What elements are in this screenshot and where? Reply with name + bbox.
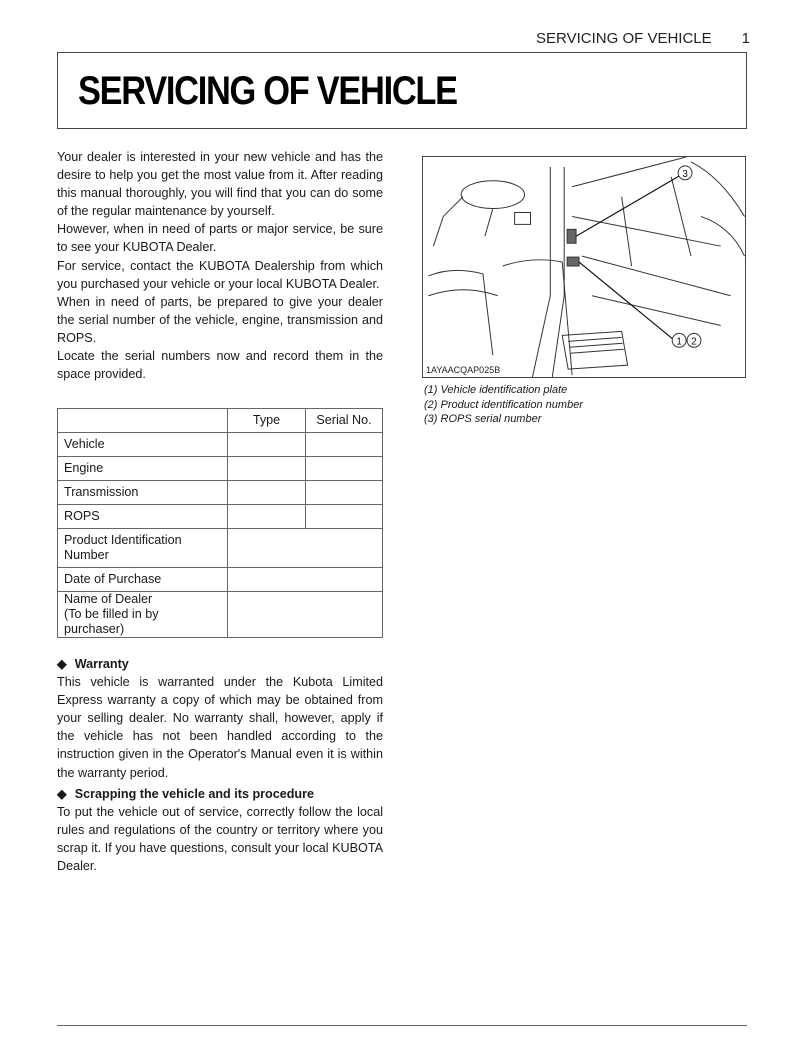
rops-plate-shape [567,229,576,243]
value-cell[interactable] [228,529,383,568]
type-cell[interactable] [228,481,306,505]
steering-wheel-shape [461,181,524,209]
row-label-line: Name of Dealer [64,592,153,606]
callout-label-2: 2 [691,336,697,348]
row-label: Vehicle [58,433,228,457]
caption-item: (3) ROPS serial number [424,413,542,425]
type-cell[interactable] [228,505,306,529]
warranty-heading [57,655,383,673]
running-head [536,30,750,47]
table-row [58,481,383,505]
callout-leader-3 [576,175,681,236]
serial-number-table [57,408,383,638]
type-cell[interactable] [228,433,306,457]
table-row [58,457,383,481]
serial-cell[interactable] [306,481,383,505]
figure-captions [424,383,583,427]
row-label: Date of Purchase [58,568,228,592]
intro-paragraph: Your dealer is interested in your new vehicle and has the desire to help you get the most value from it. After reading this manual thoroughly, you will find that you can do some of the regular maintenance by yourself. [57,150,383,219]
row-label: Engine [58,457,228,481]
warranty-text: This vehicle is warranted under the Kubota Limited Express warranty a copy of which may be obtained from your selling dealer. No warranty shall, however, apply if the vehicle has not been handled according to the instruction given in the Operator's Manual even it is within the warranty period. [57,675,383,780]
row-label [58,592,228,638]
floor-grille-shape [562,331,627,369]
intro-text [57,148,383,383]
scrapping-heading-text: Scrapping the vehicle and its procedure [74,787,315,801]
seat-lines [428,270,497,355]
dash-gauge-shape [515,212,531,224]
table-row [58,568,383,592]
diamond-bullet-icon: ◆ [57,787,67,801]
row-label-line: (To be filled in by purchaser) [64,607,159,636]
callout-label-3: 3 [682,168,688,180]
table-row [58,433,383,457]
header-cell-empty [58,409,228,433]
row-label-line: Number [64,548,109,562]
title-box [57,52,747,129]
page-number: 1 [741,30,750,47]
cargo-bed-lines [572,157,731,325]
header-cell-serial: Serial No. [306,409,383,433]
body-lines [503,260,572,375]
row-label: ROPS [58,505,228,529]
callout-leader-12 [579,262,673,339]
id-plate-shape [567,257,579,266]
intro-paragraph: When in need of parts, be prepared to give your dealer the serial number of the vehicle, engine, transmission and ROPS. [57,294,383,345]
vehicle-illustration [422,156,746,378]
page-title: SERVICING OF VEHICLE [78,69,457,113]
warranty-heading-text: Warranty [74,657,129,671]
serial-cell[interactable] [306,433,383,457]
table-row [58,505,383,529]
intro-paragraph: Locate the serial numbers now and record them in the space provided. [57,349,383,382]
row-label-line: Product Identification [64,533,182,547]
caption-item: (2) Product identification number [424,398,583,411]
serial-cell[interactable] [306,457,383,481]
figure-code: 1AYAACQAP025B [426,365,501,375]
header-cell-type: Type [228,409,306,433]
type-cell[interactable] [228,457,306,481]
table-header-row [58,409,383,433]
table-row [58,592,383,638]
diamond-bullet-icon: ◆ [57,657,67,671]
serial-cell[interactable] [306,505,383,529]
scrapping-text: To put the vehicle out of service, correctly follow the local rules and regulations of the country or territory where you scrap it. If you have questions, consult your local KUBOTA Dealer. [57,805,383,874]
grille-hatching [568,337,623,353]
callout-label-1: 1 [676,336,682,348]
rops-pillar-lines [532,167,564,377]
table-row [58,529,383,568]
scrapping-heading [57,785,383,803]
value-cell[interactable] [228,592,383,638]
scrapping-section [57,785,383,875]
intro-paragraph: For service, contact the KUBOTA Dealership from which you purchased your vehicle or your local KUBOTA Dealer. [57,258,383,291]
running-head-section: SERVICING OF VEHICLE [536,30,712,47]
intro-paragraph: However, when in need of parts or major service, be sure to see your KUBOTA Dealer. [57,222,383,255]
caption-item: (1) Vehicle identification plate [424,384,568,396]
warranty-section [57,655,383,782]
footer-divider [57,1025,747,1026]
row-label [58,529,228,568]
row-label: Transmission [58,481,228,505]
value-cell[interactable] [228,568,383,592]
vehicle-line-drawing [423,157,745,377]
dash-lines [433,197,492,247]
